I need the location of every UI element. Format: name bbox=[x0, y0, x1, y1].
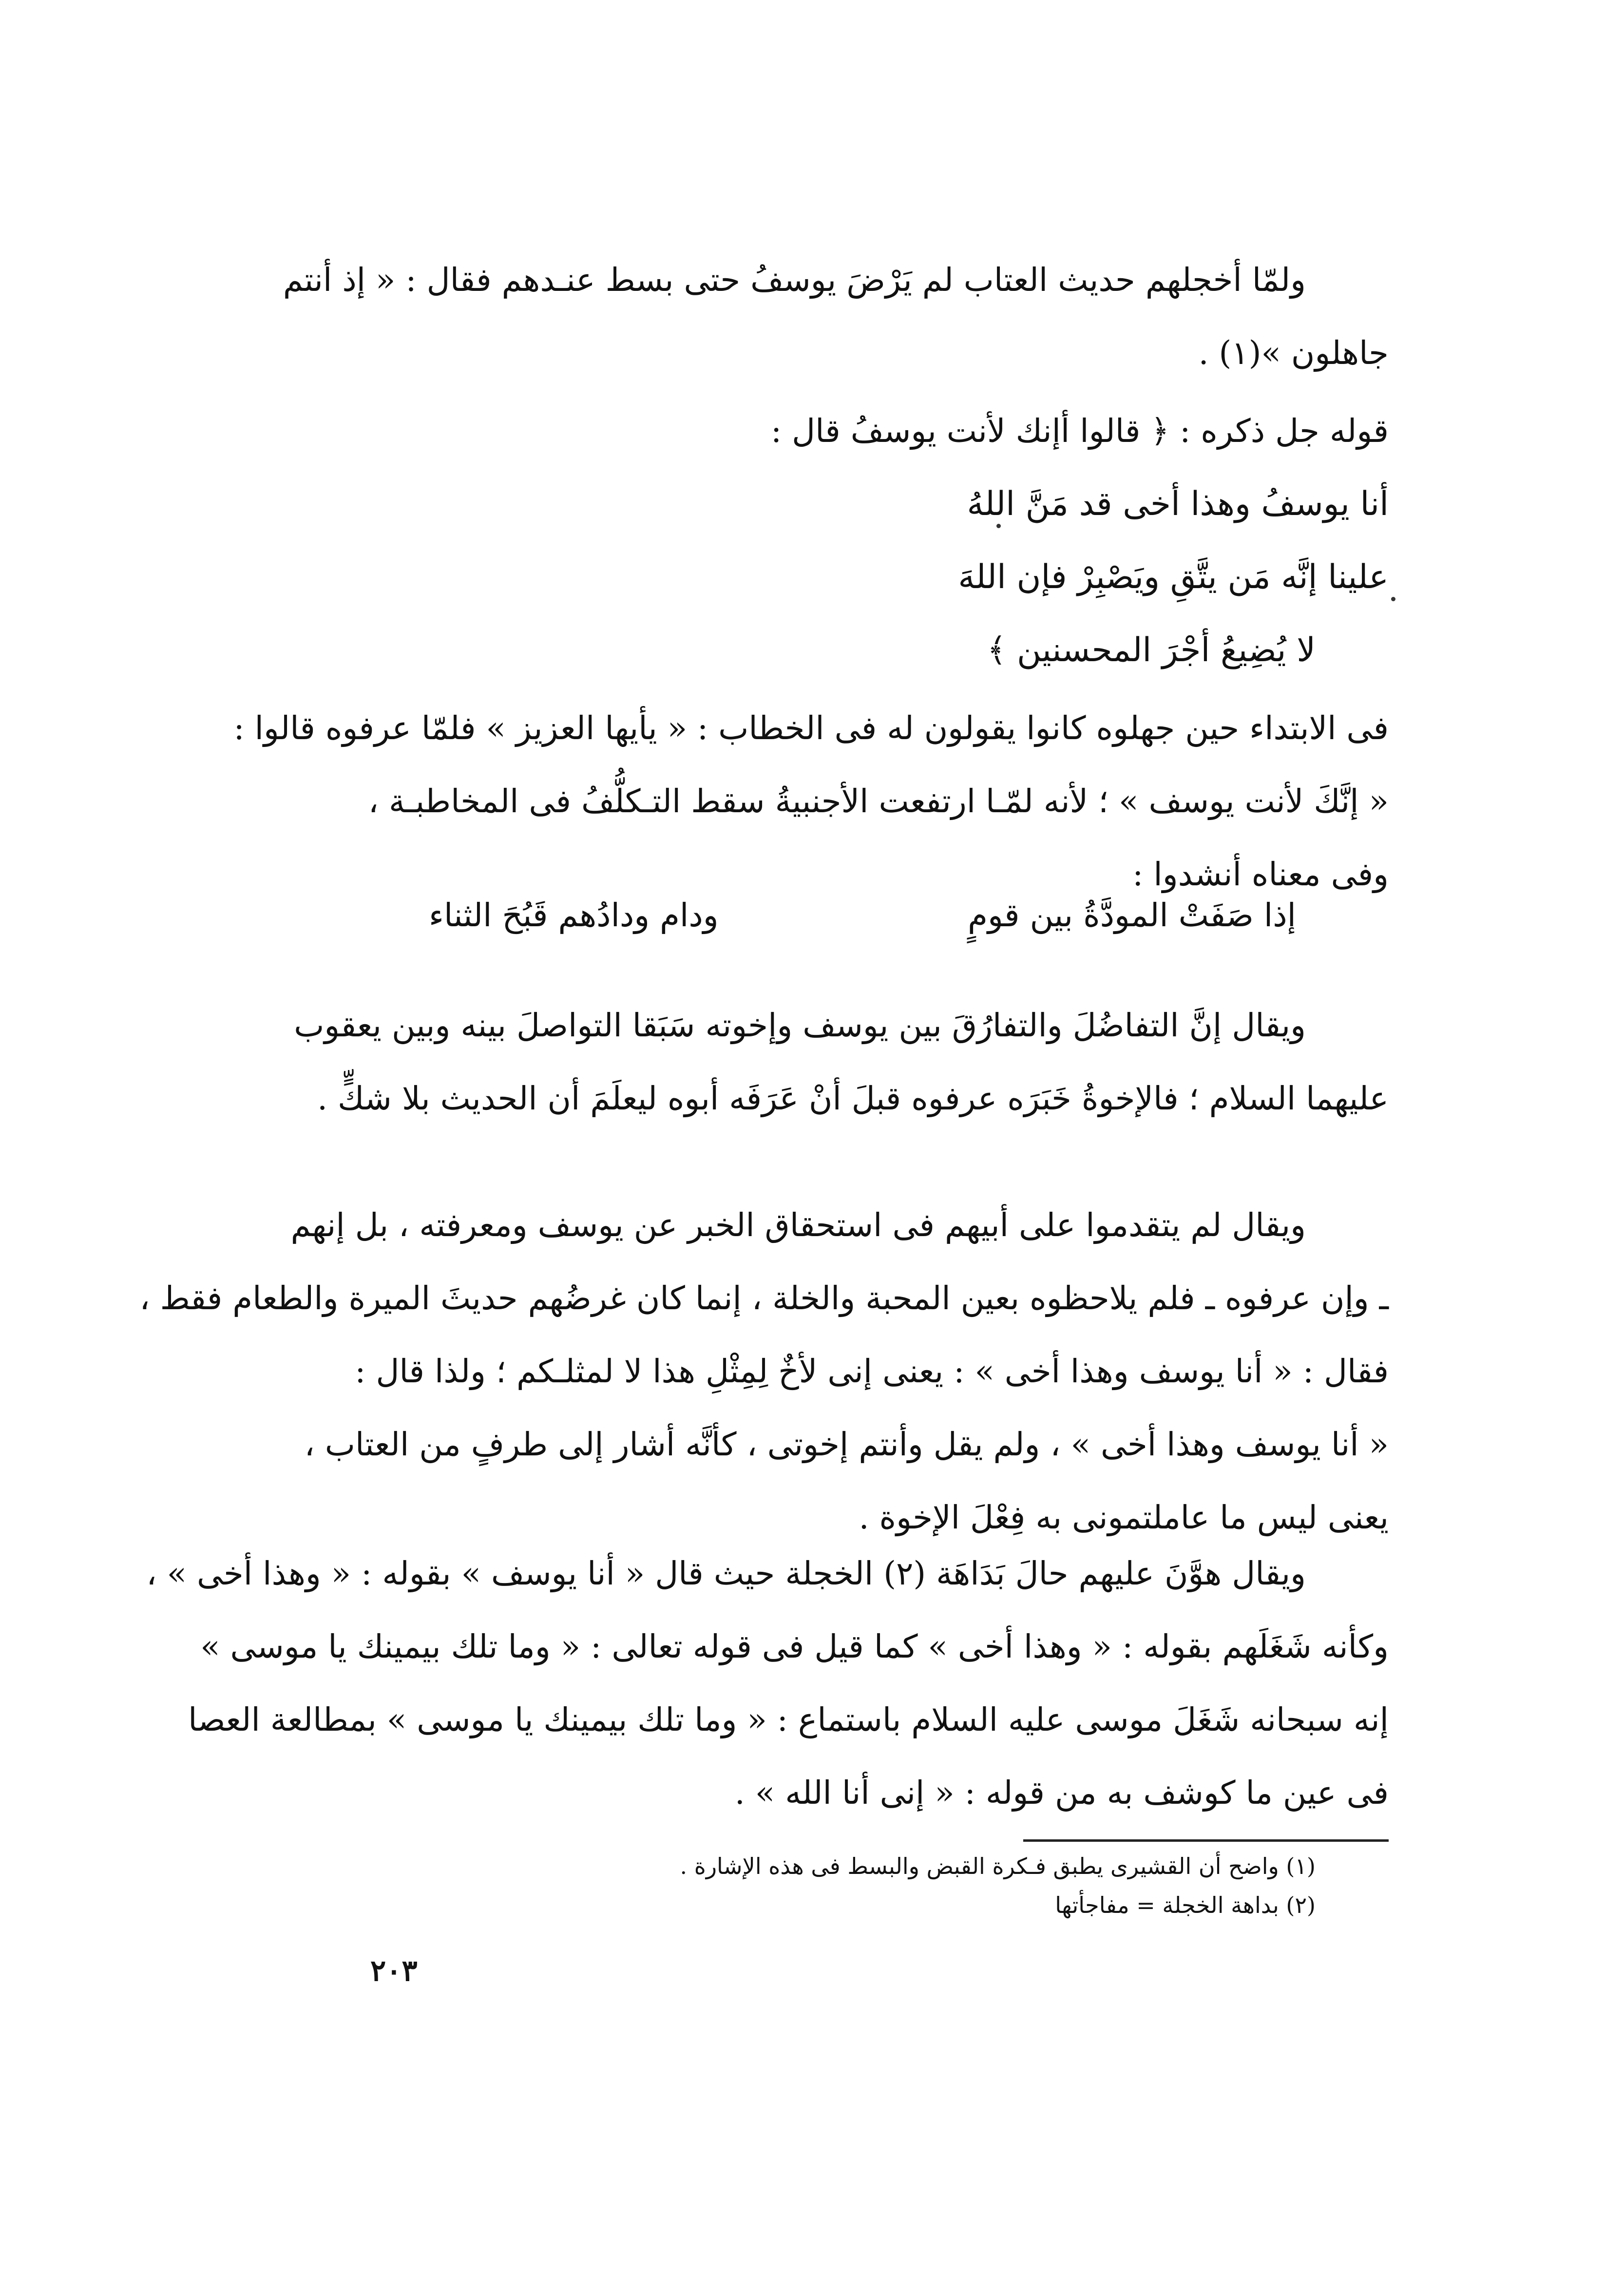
paragraph-commentary bbox=[294, 989, 1389, 1135]
text-line: ويقال هوَّنَ عليهم حالَ بَدَاهَة (٢) الخجلة حيث قال « أنا يوسف » بقوله : « وهذا أخى » ، bbox=[146, 1555, 1306, 1592]
text-line: « أنا يوسف وهذا أخى » ، ولم يقل وأنتم إخوتى ، كأنَّه أشار إلى طرفٍ من العتاب ، bbox=[304, 1426, 1389, 1463]
text-line: فى الابتداء حين جهلوه كانوا يقولون له فى الخطاب : « يأيها العزيز » فلمّا عرفوه قالوا : bbox=[233, 709, 1389, 747]
text-line: قوله جل ذكره : ﴿ قالوا أإنك لأنت يوسفُ قال : bbox=[770, 412, 1389, 450]
text-line: « إنَّكَ لأنت يوسف » ؛ لأنه لمّـا ارتفعت الأجنبيةُ سقط التـكلُّفُ فى المخاطبـة ، bbox=[368, 783, 1389, 820]
paragraph-commentary bbox=[139, 1189, 1389, 1554]
text-line: فقال : « أنا يوسف وهذا أخى » : يعنى إنى لأخٌ لِمِثْلِ هذا لا لمثلـكم ؛ ولذا قال : bbox=[355, 1353, 1389, 1390]
text-line: ويقال لم يتقدموا على أبيهم فى استحقاق الخبر عن يوسف ومعرفته ، بل إنهم bbox=[290, 1206, 1306, 1244]
text-line: ويقال إنَّ التفاضُلَ والتفارُقَ بين يوسف وإخوته سَبَقا التواصلَ بينه وبين يعقوب bbox=[294, 1007, 1306, 1044]
footnote: (٢) بداهة الخجلة = مفاجأتها bbox=[1055, 1892, 1316, 1918]
text-line: عليهما السلام ؛ فالإخوةُ خَبَرَه عرفوه قبلَ أنْ عَرَفَه أبوه ليعلَمَ أن الحديث بلا شكٍّ . bbox=[317, 1080, 1389, 1117]
footnote-separator bbox=[1023, 1839, 1389, 1842]
paragraph-commentary bbox=[233, 692, 1389, 911]
quran-verse bbox=[682, 468, 1389, 687]
text-line: جاهلون »(١) . bbox=[1198, 334, 1389, 372]
text-line: وفى معناه أنشدوا : bbox=[1132, 856, 1389, 893]
scan-speck bbox=[1391, 597, 1395, 601]
paragraph-commentary bbox=[146, 1537, 1389, 1830]
verse-line: أنا يوسفُ وهذا أخى قد مَنَّ اللهُ bbox=[967, 485, 1389, 523]
text-line: إنه سبحانه شَغَلَ موسى عليه السلام باستماع : « وما تلك بيمينك يا موسى » بمطالعة العصا bbox=[188, 1701, 1389, 1738]
footnote: (١) واضح أن القشيرى يطبق فـكرة القبض والبسط فى هذه الإشارة . bbox=[680, 1853, 1316, 1879]
verse-line: علينا إنَّه مَن يتَّقِ ويَصْبِرْ فإن اللهَ bbox=[958, 558, 1389, 596]
verse-heading bbox=[619, 395, 1389, 468]
text-line: ـ وإن عرفوه ـ فلم يلاحظوه بعين المحبة والخلة ، إنما كان غرضُهم حديثَ الميرة والطعام فقط ، bbox=[139, 1279, 1389, 1317]
text-line: فى عين ما كوشف به من قوله : « إنى أنا الله » . bbox=[734, 1774, 1389, 1812]
verse-line: لا يُضِيعُ أجْرَ المحسنين ﴾ bbox=[987, 631, 1316, 669]
poem-hemistich-second: ودام ودادُهم قَبُحَ الثناء bbox=[429, 897, 719, 934]
text-line: وكأنه شَغَلَهم بقوله : « وهذا أخى » كما قيل فى قوله تعالى : « وما تلك بيمينك يا موسى » bbox=[200, 1628, 1389, 1665]
paragraph-opening bbox=[283, 244, 1389, 390]
text-line: ولمّا أخجلهم حديث العتاب لم يَرْضَ يوسفُ حتى بسط عنـدهم فقال : « إذ أنتم bbox=[283, 261, 1306, 299]
footnotes bbox=[585, 1847, 1316, 1925]
poem-verse bbox=[429, 897, 1296, 934]
text-line: يعنى ليس ما عاملتمونى به فِعْلَ الإخوة . bbox=[859, 1499, 1389, 1536]
page-number: ٢٠٣ bbox=[370, 1954, 418, 1988]
poem-hemistich-first: إذا صَفَتْ المودَّةُ بين قومٍ bbox=[968, 897, 1296, 934]
